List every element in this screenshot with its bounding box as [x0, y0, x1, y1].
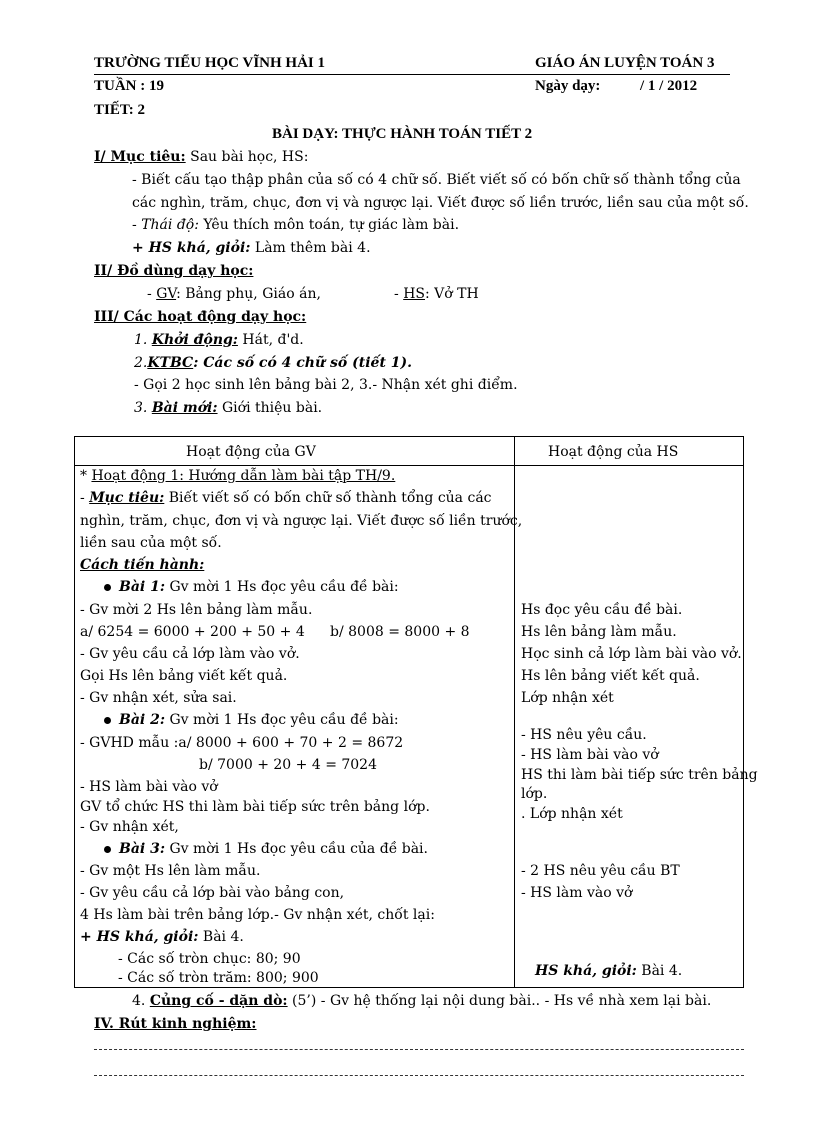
gv-ex2-line-2: b/ 7000 + 20 + 4 = 7024 [199, 757, 378, 773]
gv-goal-line-1 [80, 490, 492, 506]
exercise-3-text: Gv mời 1 Hs đọc yêu cầu của đề bài. [165, 841, 428, 857]
gv-ex3-line-2: - Gv yêu cầu cả lớp bài vào bảng con, [80, 885, 345, 901]
hs-line-9: lớp. [521, 786, 548, 802]
step-3-text: Giới thiệu bài. [217, 400, 323, 416]
gv-ex2-line-5: - Gv nhận xét, [80, 819, 179, 835]
step-1-text: Hát, đ'd. [237, 332, 304, 348]
materials-hs-label: HS [403, 286, 425, 302]
notes-line-2 [94, 1075, 744, 1076]
hs-line-13 [535, 963, 682, 979]
objectives-heading: I/ Mục tiêu: [94, 149, 186, 165]
gv-ex3-line-3: 4 Hs làm bài trên bảng lớp.- Gv nhận xét, chốt lại: [80, 907, 435, 923]
hs-line-4: Hs lên bảng viết kết quả. [521, 668, 700, 684]
exercise-4-label: + HS khá, giỏi: [80, 929, 199, 945]
gv-ex3-line-1: - Gv một Hs lên làm mẫu. [80, 863, 261, 879]
attitude-label: Thái độ: [141, 217, 199, 233]
gv-ex2-line-4: GV tổ chức HS thi làm bài tiếp sức trên bảng lớp. [80, 799, 430, 815]
lesson-title: BÀI DẠY: THỰC HÀNH TOÁN TIẾT 2 [272, 126, 533, 142]
table-header-divider [75, 465, 743, 466]
gv-ex1-line-3: - Gv yêu cầu cả lớp làm vào vở. [80, 646, 300, 662]
goal-label: Mục tiêu: [89, 490, 165, 506]
consolidation-label: Củng cố - dặn dò: [149, 993, 288, 1009]
hs-line-3: Học sinh cả lớp làm bài vào vở. [521, 646, 742, 662]
activity-step-2 [134, 355, 412, 371]
materials-gv-text: : Bảng phụ, Giáo án, [176, 286, 321, 302]
gv-ex2-line-1: - GVHD mẫu :a/ 8000 + 600 + 70 + 2 = 8672 [80, 735, 404, 751]
table-header-gv: Hoạt động của GV [186, 444, 316, 460]
objective-1-line-2: các nghìn, trăm, chục, đơn vị và ngược lại. Viết được số liền trước, liền sau của một số. [132, 195, 749, 211]
hs-line-1: Hs đọc yêu cầu đề bài. [521, 602, 683, 618]
gv-ex1-line-5: - Gv nhận xét, sửa sai. [80, 690, 237, 706]
week-label: TUẦN : 19 [94, 78, 164, 94]
bullet-icon [104, 846, 111, 853]
materials-hs-text: : Vở TH [425, 286, 479, 302]
step-1-label: Khởi động: [151, 332, 238, 348]
bullet-icon [104, 584, 111, 591]
materials-hs [394, 286, 479, 302]
gv-goal-line-3: liền sau của một số. [80, 535, 222, 551]
hs-line-7: - HS làm bài vào vở [521, 747, 659, 763]
hs-line-6: - HS nêu yêu cầu. [521, 727, 647, 743]
goal-text-1: Biết viết số có bốn chữ số thành tổng của các [164, 490, 492, 506]
step-2-text: : Các số có 4 chữ số (tiết 1). [193, 355, 413, 371]
attitude-text: Yêu thích môn toán, tự giác làm bài. [198, 217, 460, 233]
advanced-text: Làm thêm bài 4. [250, 240, 371, 256]
materials-hs-dash: - [394, 286, 404, 302]
exercise-2-text: Gv mời 1 Hs đọc yêu cầu đề bài: [165, 712, 399, 728]
goal-dash: - [80, 490, 90, 506]
gv-ex1-line-2b: b/ 8008 = 8000 + 8 [330, 624, 470, 640]
gv-method-heading: Cách tiến hành: [80, 557, 205, 573]
hs-advanced-label: HS khá, giỏi: [535, 963, 637, 979]
notes-line-1 [94, 1049, 744, 1050]
hs-line-5: Lớp nhận xét [521, 690, 614, 706]
date-value: / 1 / 2012 [640, 78, 698, 94]
materials-gv-label: GV [156, 286, 177, 302]
date-label: Ngày dạy: [535, 78, 601, 94]
exercise-1-text: Gv mời 1 Hs đọc yêu cầu đề bài: [165, 579, 399, 595]
table-header-hs: Hoạt động của HS [548, 444, 679, 460]
gv-exercise-2 [104, 712, 399, 728]
school-name: TRƯỜNG TIỂU HỌC VĨNH HẢI 1 [94, 55, 326, 71]
activities-heading: III/ Các hoạt động dạy học: [94, 309, 307, 325]
activity-step-1 [134, 332, 304, 348]
exercise-1-label: Bài 1: [119, 579, 166, 595]
hs-line-10: . Lớp nhận xét [521, 806, 623, 822]
gv-ex2-line-3: - HS làm bài vào vở [80, 779, 218, 795]
gv-exercise-1 [104, 579, 399, 595]
materials-heading: II/ Đồ dùng dạy học: [94, 263, 254, 279]
hs-line-12: - HS làm vào vở [521, 885, 633, 901]
objective-2-dash: - [132, 217, 142, 233]
plan-title: GIÁO ÁN LUYỆN TOÁN 3 [535, 55, 715, 71]
gv-ex1-line-2a: a/ 6254 = 6000 + 200 + 50 + 4 [80, 624, 305, 640]
objectives-section [94, 149, 308, 165]
gv-exercise-3 [104, 841, 428, 857]
period-label: TIẾT: 2 [94, 102, 145, 118]
hs-line-8: HS thi làm bài tiếp sức trên bảng [521, 767, 758, 783]
materials-gv-dash: - [147, 286, 157, 302]
gv-goal-line-2: nghìn, trăm, chục, đơn vị và ngược lại. Viết được số liền trước, [80, 513, 523, 529]
experience-heading: IV. Rút kinh nghiệm: [94, 1016, 257, 1032]
activity-1-star: * [80, 468, 92, 484]
activity-step-3 [134, 400, 322, 416]
step-1-number: 1. [134, 332, 152, 348]
objective-3 [132, 240, 371, 256]
activity-step-2-detail: - Gọi 2 học sinh lên bảng bài 2, 3.- Nhận xét ghi điểm. [134, 377, 518, 393]
exercise-4-text: Bài 4. [198, 929, 244, 945]
activity-1-title: Hoạt động 1: Hướng dẫn làm bài tập TH/9. [91, 468, 396, 484]
objectives-intro: Sau bài học, HS: [185, 149, 309, 165]
hs-advanced-text: Bài 4. [636, 963, 683, 979]
gv-ex1-line-4: Gọi Hs lên bảng viết kết quả. [80, 668, 288, 684]
gv-ex1-line-1: - Gv mời 2 Hs lên bảng làm mẫu. [80, 602, 313, 618]
advanced-label: + HS khá, giỏi: [132, 240, 251, 256]
gv-ex4-line-2: - Các số tròn trăm: 800; 900 [118, 970, 319, 986]
gv-ex4-line-1: - Các số tròn chục: 80; 90 [118, 951, 301, 967]
step-3-label: Bài mới: [151, 400, 218, 416]
exercise-3-label: Bài 3: [119, 841, 166, 857]
step-2-number: 2. [134, 355, 148, 371]
bullet-icon [104, 717, 111, 724]
consolidation [132, 993, 711, 1009]
hs-line-2: Hs lên bảng làm mẫu. [521, 624, 677, 640]
step-2-label: KTBC [147, 355, 194, 371]
gv-activity-1 [80, 468, 395, 484]
step-3-number: 3. [134, 400, 152, 416]
consolidation-text: (5’) - Gv hệ thống lại nội dung bài.. - Hs về nhà xem lại bài. [287, 993, 712, 1009]
exercise-2-label: Bài 2: [119, 712, 166, 728]
header-divider [94, 74, 730, 75]
materials-gv [147, 286, 321, 302]
gv-exercise-4 [80, 929, 244, 945]
objective-2 [132, 217, 459, 233]
consolidation-number: 4. [132, 993, 150, 1009]
hs-line-11: - 2 HS nêu yêu cầu BT [521, 863, 680, 879]
objective-1-line-1: - Biết cấu tạo thập phân của số có 4 chữ số. Biết viết số có bốn chữ số thành tổng của [132, 172, 741, 188]
